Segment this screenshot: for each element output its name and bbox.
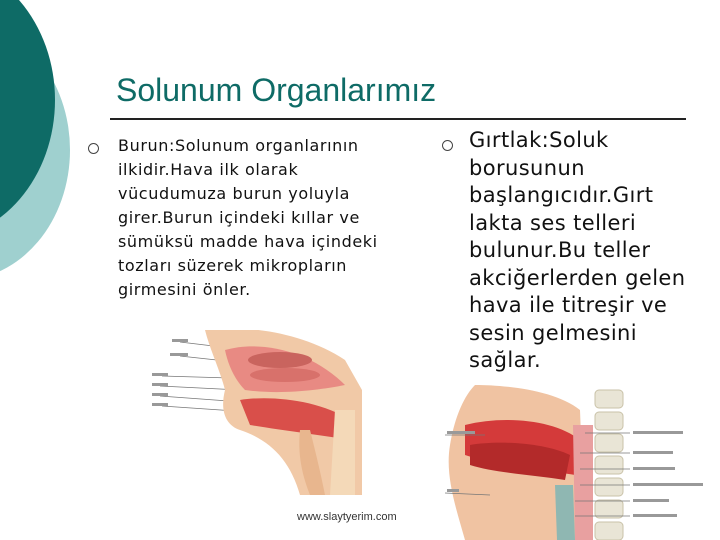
footer-watermark: www.slaytyerim.com <box>297 511 397 523</box>
bullet-icon-right <box>442 140 453 151</box>
larynx-illustration <box>445 385 720 540</box>
nasal-cavity-illustration <box>150 330 362 495</box>
nose-description: Burun:Solunum organlarının ilkidir.Hava ilk olarak vücudumuza burun yoluyla girer.Burun içindeki kıllar ve sümüksü madde hava içindeki tozları süzerek mikropların girmesini önler. <box>118 136 378 299</box>
title-divider <box>110 118 686 120</box>
slide-title: Solunum Organlarımız <box>116 72 437 108</box>
bullet-icon-left <box>88 143 99 154</box>
larynx-description: Gırtlak:Soluk borusunun başlangıcıdır.Gırt lakta ses telleri bulunur.Bu teller akciğerlerden gelen hava ile titreşir ve sesin gelmesini sağlar. <box>469 128 686 372</box>
